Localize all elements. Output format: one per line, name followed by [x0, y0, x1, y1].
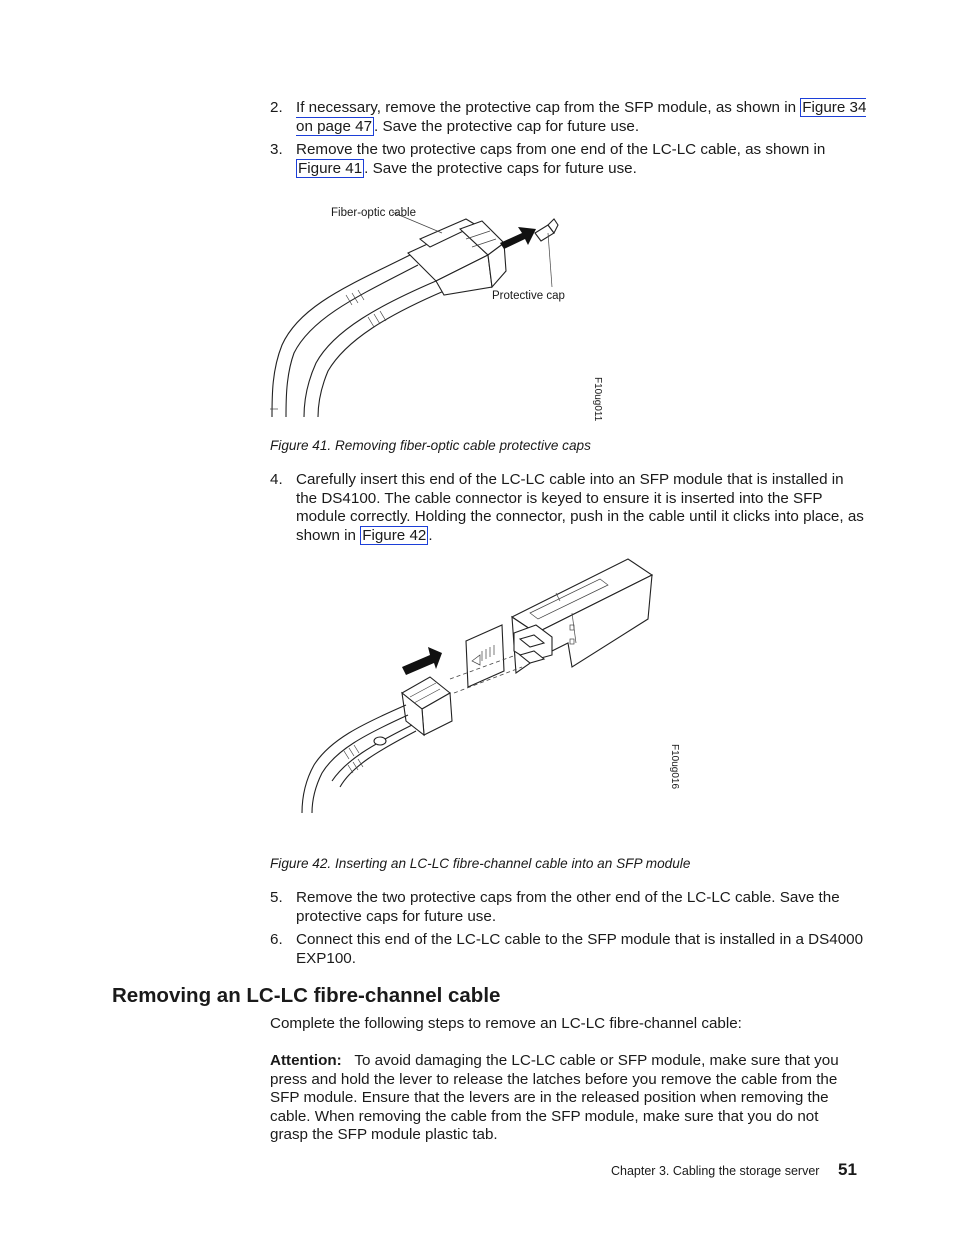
fiber-optic-cable-label: Fiber-optic cable — [331, 207, 417, 219]
step-3 — [270, 141, 870, 178]
page-number: 51 — [838, 1160, 857, 1179]
section-heading: Removing an LC-LC fibre-channel cable — [112, 984, 501, 1007]
step-number: 6. — [270, 931, 283, 948]
step-text: Remove the two protective caps from the other end of the LC-LC cable. Save the protective caps for future use. — [296, 889, 840, 925]
step-text-after: . — [428, 526, 433, 544]
figure-41-id: F10ug011 — [592, 377, 603, 422]
figure-42-illustration — [290, 555, 670, 820]
figure-42-id: F10ug016 — [669, 744, 680, 790]
figure-41-link[interactable]: Figure 41 — [298, 159, 363, 177]
step-5 — [270, 889, 870, 926]
figure-42-caption: Figure 42. Inserting an LC-LC fibre-channel cable into an SFP module — [270, 856, 691, 871]
step-number: 5. — [270, 889, 283, 906]
section-intro: Complete the following steps to remove an LC-LC fibre-channel cable: — [270, 1015, 742, 1032]
protective-cap-label: Protective cap — [492, 290, 565, 302]
step-number: 4. — [270, 471, 283, 488]
footer-chapter: Chapter 3. Cabling the storage server — [611, 1164, 820, 1178]
step-text — [296, 99, 870, 136]
figure-41-illustration — [260, 195, 620, 430]
figure-42-link[interactable]: Figure 42 — [362, 526, 427, 544]
step-text-before: Carefully insert this end of the LC-LC cable into an SFP module that is installed in the DS4100. The cable connector is keyed to ensure it is inserted into the SFP module correctly. Holding the connector, push in the cable until it clicks into place, as shown in — [296, 471, 864, 544]
step-text-after: . Save the protective cap for future use. — [374, 117, 640, 135]
step-text-before: Remove the two protective caps from one end of the LC-LC cable, as shown in — [296, 141, 826, 158]
attention-label: Attention: — [270, 1052, 342, 1069]
step-number: 2. — [270, 99, 283, 116]
attention-notice — [270, 1052, 845, 1145]
step-4 — [270, 471, 866, 545]
figure-41-caption: Figure 41. Removing fiber-optic cable protective caps — [270, 438, 591, 453]
step-number: 3. — [270, 141, 283, 158]
step-text — [296, 471, 866, 545]
step-2 — [270, 99, 870, 136]
step-text — [296, 141, 870, 178]
figure-34-link[interactable]: Figure 34 on page 47 — [296, 99, 867, 135]
step-text-before: If necessary, remove the protective cap from the SFP module, as shown in — [296, 99, 797, 116]
attention-text: To avoid damaging the LC-LC cable or SFP module, make sure that you press and hold the lever to release the latches before you remove the cable from the SFP module. Ensure that the levers are in the released position when removing the cable. When removing the cable from the SFP module, make sure that you do not grasp the SFP module plastic tab. — [270, 1052, 839, 1144]
step-text: Connect this end of the LC-LC cable to the SFP module that is installed in a DS4000 EXP100. — [296, 931, 864, 967]
step-text-after: . Save the protective caps for future use. — [364, 159, 637, 177]
step-6 — [270, 931, 870, 968]
